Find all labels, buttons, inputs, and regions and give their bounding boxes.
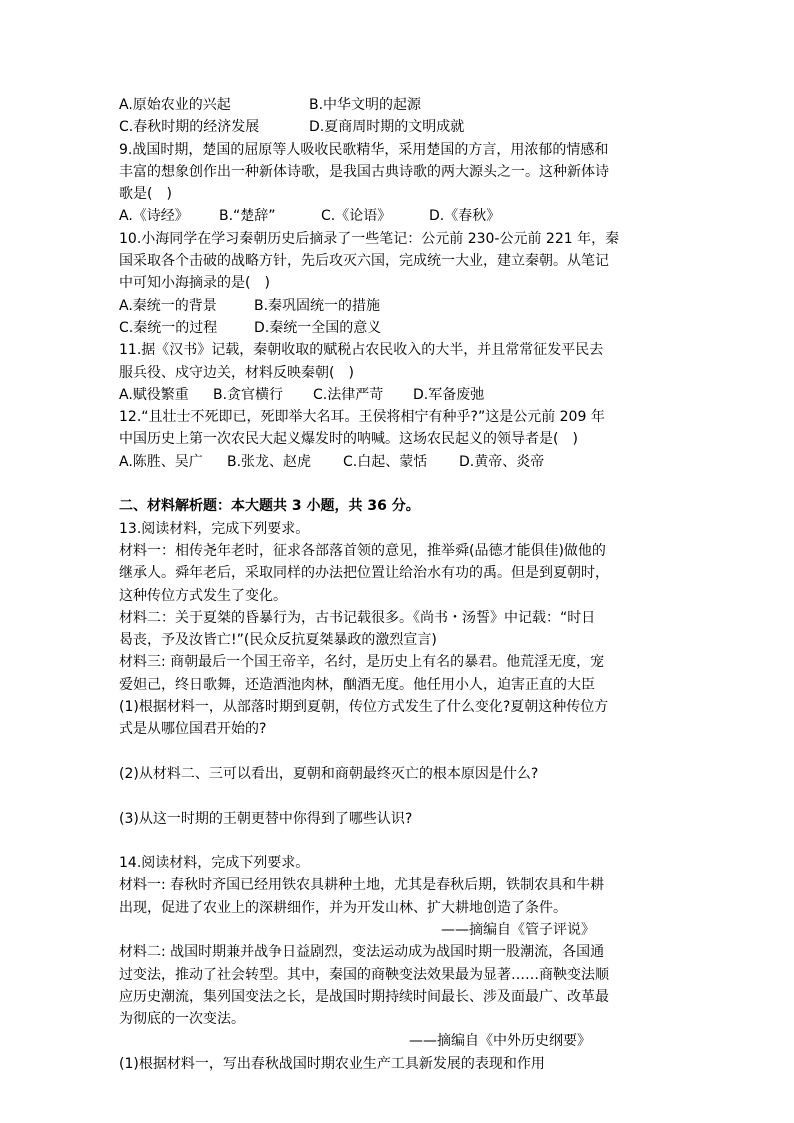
- q8-option-d: D.夏商周时期的文明成就: [309, 119, 465, 136]
- q10-option-b: B.秦巩固统一的措施: [254, 297, 381, 314]
- q12-option-d: D.黄帝、炎帝: [459, 453, 545, 470]
- q14-material-1-line: 出现，促进了农业上的深耕细作，并为开发山林、扩大耕地创造了条件。: [119, 899, 567, 916]
- q9-stem-line: 9.战国时期，楚国的屈原等人吸收民歌精华，采用楚国的方言，用浓郁的情感和: [119, 141, 609, 158]
- q13-line: 材料一：相传尧年老时，征求各部落首领的意见，推举舜(品德才能俱佳)做他的: [119, 542, 606, 559]
- q9-option-c: C.《论语》: [321, 208, 392, 225]
- q10-stem-line: 国采取各个击破的战略方针，先后攻灭六国，完成统一大业，建立秦朝。从笔记: [119, 253, 609, 270]
- answer-space: [119, 830, 679, 852]
- q11-stem-line: 服兵役、戍守边关，材料反映秦朝( ): [119, 364, 354, 381]
- q12-stem-line: 中国历史上第一次农民大起义爆发时的呐喊。这场农民起义的领导者是( ): [119, 431, 578, 448]
- q9-options: [119, 205, 679, 227]
- q9-option-d: D.《春秋》: [429, 208, 501, 225]
- q8-options-row-1: [119, 94, 679, 116]
- q11-option-c: C.法律严苛: [313, 386, 384, 403]
- q11-option-b: B.贪官横行: [213, 386, 284, 403]
- q11-options: [119, 384, 679, 406]
- q13-sub2: (2)从材料二、三可以看出，夏朝和商朝最终灭亡的根本原因是什么?: [119, 765, 539, 782]
- q10-stem-line: 中可知小海摘录的是( ): [119, 275, 270, 292]
- q10-options-row-1: [119, 295, 679, 317]
- q8-option-c: C.春秋时期的经济发展: [119, 119, 260, 136]
- q13-line: (1)根据材料一，从部落时期到夏朝，传位方式发生了什么变化?夏朝这种传位方: [119, 699, 609, 716]
- q12-option-b: B.张龙、赵虎: [227, 453, 312, 470]
- q12-stem-line: 12.“且壮士不死即已，死即举大名耳。王侯将相宁有种乎?”这是公元前 209 年: [119, 409, 605, 426]
- q14-material-2-line: 材料二: 战国时期兼并战争日益剧烈，变法运动成为战国时期一股潮流，各国通: [119, 944, 605, 961]
- q10-option-c: C.秦统一的过程: [119, 319, 218, 336]
- page-content: [119, 94, 679, 1075]
- q14-material-2-line: 为彻底的一次变法。: [119, 1011, 245, 1028]
- q12-option-c: C.白起、蒙恬: [343, 453, 428, 470]
- q10-option-a: A.秦统一的背景: [119, 297, 217, 314]
- q9-option-a: A.《诗经》: [119, 208, 189, 225]
- q13-line: 式是从哪位国君开始的?: [119, 721, 267, 738]
- q11-option-d: D.军备废弛: [413, 386, 485, 403]
- q11-stem-line: 11.据《汉书》记载，秦朝收取的赋税占农民收入的大半，并且常常征发平民去: [119, 342, 604, 359]
- q11-option-a: A.赋役繁重: [119, 386, 189, 403]
- q14-material-1-line: 材料一: 春秋时齐国已经用铁农具耕种土地，尤其是春秋后期，铁制农具和牛耕: [119, 877, 605, 894]
- q14-head: 14.阅读材料，完成下列要求。: [119, 855, 310, 872]
- q13-line: 这种传位方式发生了变化。: [119, 587, 287, 604]
- q9-stem-line: 歌是( ): [119, 186, 172, 203]
- q13-line: 材料三: 商朝最后一个国王帝辛，名纣，是历史上有名的暴君。他荒淫无度，宠: [119, 654, 605, 671]
- q13-line: 曷丧，予及汝皆亡!”(民众反抗夏桀暴政的激烈宣言): [119, 632, 437, 649]
- q12-option-a: A.陈胜、吴广: [119, 453, 203, 470]
- spacer: [119, 473, 679, 495]
- q10-options-row-2: [119, 317, 679, 339]
- q14-sub1: (1)根据材料一，写出春秋战国时期农业生产工具新发展的表现和作用: [119, 1055, 545, 1072]
- q10-stem-line: 10.小海同学在学习秦朝历史后摘录了一些笔记：公元前 230-公元前 221 年，秦: [119, 230, 620, 247]
- q9-option-b: B.“楚辞”: [219, 208, 276, 225]
- q13-line: 爱妲己，终日歌舞，还造酒池肉林，酗酒无度。他任用小人，迫害正直的大臣: [119, 676, 595, 693]
- section-2-title: 二、材料解析题：本大题共 3 小题，共 36 分。: [119, 498, 420, 515]
- q13-line: 材料二：关于夏桀的昏暴行为，古书记载很多。《尚书・汤誓》中记载：“时日: [119, 609, 596, 626]
- q8-option-a: A.原始农业的兴起: [119, 97, 231, 113]
- q8-option-b: B.中华文明的起源: [309, 97, 422, 113]
- q13-sub3: (3)从这一时期的王朝更替中你得到了哪些认识?: [119, 810, 413, 827]
- q12-options: [119, 451, 679, 473]
- q14-material-2-line: 应历史潮流，集列国变法之长，是战国时期持续时间最长、涉及面最广、改革最: [119, 988, 609, 1005]
- answer-space: [119, 741, 679, 763]
- q9-stem-line: 丰富的想象创作出一种新体诗歌，是我国古典诗歌的两大源头之一。这种新体诗: [119, 163, 609, 180]
- q14-material-2-source: ——摘编自《中外历史纲要》: [409, 1033, 591, 1050]
- q13-line: 继承人。舜年老后，采取同样的办法把位置让给治水有功的禹。但是到夏朝时，: [119, 565, 609, 582]
- answer-space: [119, 785, 679, 807]
- q10-option-d: D.秦统一全国的意义: [254, 319, 382, 336]
- q8-options-row-2: [119, 116, 679, 138]
- q14-material-2-line: 过变法，推动了社会转型。其中，秦国的商鞅变法效果最为显著……商鞅变法顺: [119, 966, 609, 983]
- q13-line: 13.阅读材料，完成下列要求。: [119, 520, 310, 537]
- q14-material-1-source: ——摘编自《管子评说》: [441, 921, 595, 938]
